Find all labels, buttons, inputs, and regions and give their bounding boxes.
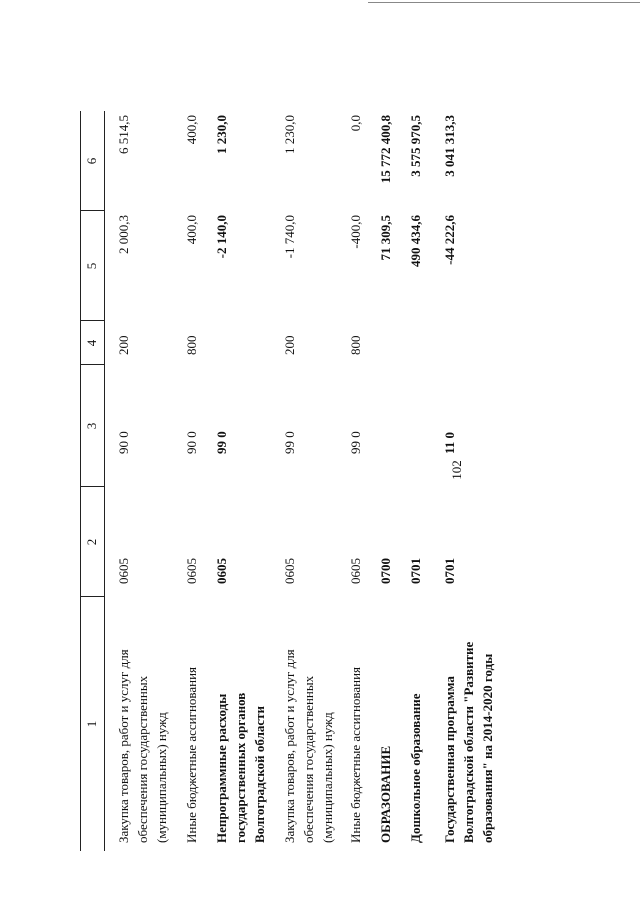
header-col-3: 3 [84,422,99,430]
row-target-code: 90 0 [184,431,199,454]
row-change: 400,0 [184,215,199,245]
row-total: 400,0 [184,115,199,145]
row-type-code: 800 [184,335,199,355]
row-name: Закупка товаров, работ и услуг для обеспечения государственных (муниципальных) нужд [116,649,169,843]
header-col-2: 2 [84,538,99,546]
row-total: 1 230,0 [214,115,229,154]
row-change: 71 309,5 [378,215,393,261]
row-target-code: 99 0 [348,431,363,454]
row-target-code: 11 0 [442,431,457,454]
row-section-code: 0700 [378,558,393,584]
row-name: Закупка товаров, работ и услуг для обеспечения государственных (муниципальных) нужд [282,649,335,843]
row-change: -1 740,0 [282,215,297,259]
row-section-code: 0701 [442,558,457,584]
row-name: Непрограммные расходы государственных органов Волгоградской области [214,692,267,843]
row-name: Государственная программа Волгоградской области "Развитие образования" на 2014-2020 годы [442,641,495,843]
row-section-code: 0605 [282,558,297,584]
row-change: -2 140,0 [214,215,229,259]
row-change: -400,0 [348,215,363,249]
header-col-1: 1 [84,720,99,728]
row-target-code: 99 0 [282,431,297,454]
row-total: 3 575 970,5 [408,115,423,177]
row-type-code: 800 [348,335,363,355]
row-name: ОБРАЗОВАНИЕ [378,745,393,843]
row-total: 15 772 400,8 [378,115,393,184]
row-name: Иные бюджетные ассигнования [348,666,363,843]
row-section-code: 0605 [116,558,131,584]
header-col-4: 4 [84,339,99,347]
header-bottom-border [104,111,105,851]
header-col-6: 6 [84,157,99,165]
row-change: 490 434,6 [408,215,423,267]
row-total: 6 514,5 [116,115,131,154]
row-name: Иные бюджетные ассигнования [184,666,199,843]
top-edge-rule [368,2,640,3]
row-section-code: 0701 [408,558,423,584]
row-total: 1 230,0 [282,115,297,154]
row-type-code: 200 [116,335,131,355]
row-section-code: 0605 [348,558,363,584]
row-section-code: 0605 [184,558,199,584]
row-target-code: 90 0 [116,431,131,454]
row-change: 2 000,3 [116,215,131,254]
budget-table [80,111,620,851]
row-total: 0,0 [348,115,363,132]
row-name: Дошкольное образование [408,693,423,843]
row-type-code: 200 [282,335,297,355]
row-total: 3 041 313,3 [442,115,457,177]
row-section-code: 0605 [214,558,229,584]
row-change: -44 222,6 [442,215,457,265]
page-number: 102 [449,460,464,480]
header-col-5: 5 [84,262,99,270]
row-target-code: 99 0 [214,431,229,454]
